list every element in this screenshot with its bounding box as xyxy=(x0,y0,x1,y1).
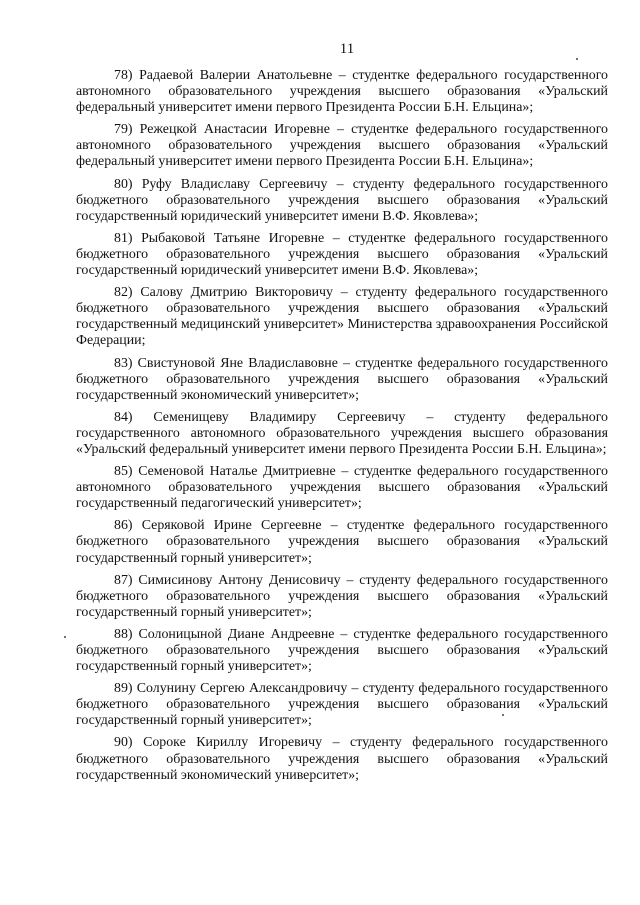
item-number: 79 ) xyxy=(114,122,140,137)
item-text: Симисинову Антону Денисовичу – студенту федерального государственного бюджетного образовательного учреждения высшего образования «Уральский государственный горный университет»; xyxy=(76,572,608,620)
list-item xyxy=(76,573,608,621)
list-item xyxy=(76,410,608,458)
item-text: Солунину Сергею Александровичу – студенту федерального государственного бюджетного образовательного учреждения высшего образования «Уральский государственный горный университет»; xyxy=(76,681,608,729)
list-item xyxy=(76,122,608,170)
item-text: Руфу Владиславу Сергеевичу – студенту федерального государственного бюджетного образовательного учреждения высшего образования «Уральский государственный юридический университет имени В.Ф. Яковлева»; xyxy=(76,176,608,224)
award-list xyxy=(76,68,608,784)
scan-speck xyxy=(576,58,578,60)
list-item xyxy=(76,464,608,512)
list-item xyxy=(76,356,608,404)
item-number: 83 ) xyxy=(114,356,138,371)
item-number: 81 ) xyxy=(114,231,141,246)
item-text: Семенищеву Владимиру Сергеевичу – студенту федерального государственного автономного образовательного учреждения высшего образования «Уральский федеральный университет имени первого Президента России Б.Н. Ельцина»; xyxy=(76,409,608,457)
item-text: Режецкой Анастасии Игоревне – студентке федерального государственного автономного образовательного учреждения высшего образования «Уральский федеральный университет имени первого Президента России Б.Н. Ельцина»; xyxy=(76,122,608,170)
item-text: Сороке Кириллу Игоревичу – студенту федерального государственного бюджетного образовательного учреждения высшего образования «Уральский государственный экономический университет»; xyxy=(76,735,608,783)
item-number: 86 ) xyxy=(114,518,142,533)
item-text: Радаевой Валерии Анатольевне – студентке федерального государственного автономного образовательного учреждения высшего образования «Уральский федеральный университет имени первого Президента России Б.Н. Ельцина»; xyxy=(76,68,608,116)
list-item xyxy=(76,627,608,675)
list-item xyxy=(76,518,608,566)
scan-speck xyxy=(502,714,504,716)
page-number: 11 xyxy=(339,41,355,57)
item-text: Серяковой Ирине Сергеевне – студентке федерального государственного бюджетного образовательного учреждения высшего образования «Уральский государственный горный университет»; xyxy=(76,518,609,566)
item-number: 80 ) xyxy=(114,177,142,192)
item-number: 90 ) xyxy=(114,735,143,750)
list-item xyxy=(76,68,608,116)
list-item xyxy=(76,681,608,729)
list-item xyxy=(76,285,608,349)
scan-speck xyxy=(64,636,66,638)
item-number: 87 ) xyxy=(114,573,138,588)
list-item xyxy=(76,177,608,225)
list-item xyxy=(76,735,608,783)
item-text: Свистуновой Яне Владиславовне – студентке федерального государственного бюджетного образовательного учреждения высшего образования «Уральский государственный экономический университет»; xyxy=(76,355,608,403)
item-number: 82 ) xyxy=(114,285,140,300)
list-item xyxy=(76,231,608,279)
item-number: 85 ) xyxy=(114,464,138,479)
item-number: 89 ) xyxy=(114,681,137,696)
item-text: Салову Дмитрию Викторовичу – студенту федерального государственного бюджетного образовательного учреждения высшего образования «Уральский государственный медицинский университет» Министерства здравоохранения Российской Федерации; xyxy=(76,285,609,349)
item-number: 88 ) xyxy=(114,627,139,642)
item-text: Рыбаковой Татьяне Игоревне – студентке федерального государственного бюджетного образовательного учреждения высшего образования «Уральский государственный юридический университет имени В.Ф. Яковлева»; xyxy=(76,230,608,279)
item-text: Солоницыной Диане Андреевне – студентке федерального государственного бюджетного образовательного учреждения высшего образования «Уральский государственный горный университет»; xyxy=(76,626,608,675)
item-number: 84 ) xyxy=(114,410,153,425)
item-number: 78 ) xyxy=(114,68,139,83)
item-text: Семеновой Наталье Дмитриевне – студентке федерального государственного автономного образовательного учреждения высшего образования «Уральский государственный педагогический университет»; xyxy=(76,464,608,512)
